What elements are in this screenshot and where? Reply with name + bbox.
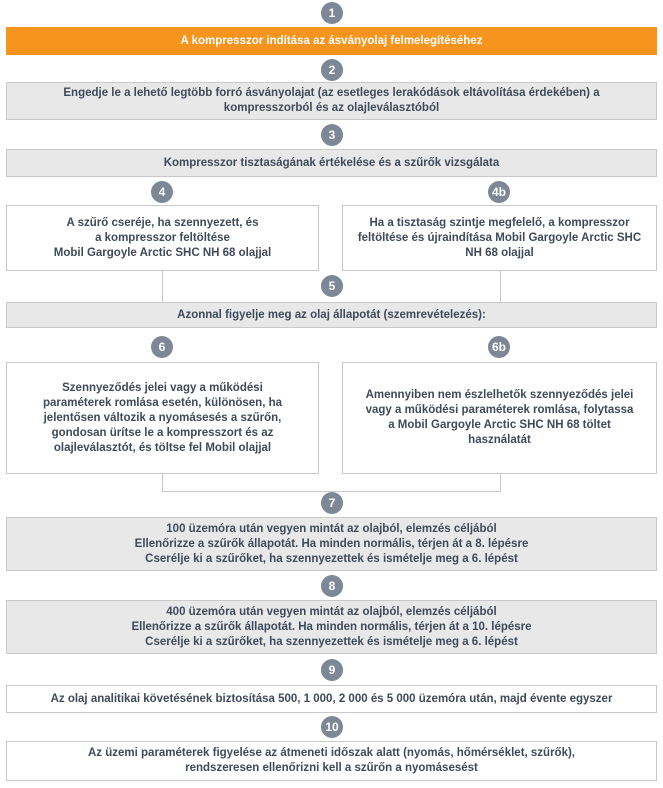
step-7-box: [6, 517, 657, 571]
step-6b-line-1: Amennyiben nem észlelhetők szennyeződés jelei: [365, 389, 634, 401]
step-4-line-1: A szűrő cseréje, ha szennyezett, és: [66, 216, 259, 229]
step-4b-line-1: Ha a tisztaság szintje megfelelő, a kompresszor: [369, 216, 630, 229]
step-number-badge-1: 1: [321, 2, 343, 24]
step-number-badge-4: 4: [151, 181, 173, 203]
step-8-line-3: Cserélje ki a szűrőket, ha szennyezettek és ismételje meg a 6. lépést: [145, 635, 518, 648]
step-4-line-2: a kompresszor feltöltése: [95, 231, 230, 244]
step-number-badge-4b: 4b: [488, 181, 510, 203]
step-4b-line-2: feltöltése és újraindítása Mobil Gargoyle Arctic SHC: [357, 231, 642, 244]
step-9-text: Az olaj analitikai követésének biztosítása 500, 1 000, 2 000 és 5 000 üzemóra után, majd évente egyszer: [50, 692, 613, 705]
step-4b-line-3: NH 68 olajjal: [465, 246, 534, 259]
step-10-box: [6, 741, 657, 781]
step-2-box: [6, 82, 657, 120]
step-7-line-2: Ellenőrizze a szűrők állapotát. Ha minden normális, térjen át a 8. lépésre: [134, 537, 529, 550]
connector-line: [500, 271, 501, 303]
step-3-text: Kompresszor tisztaságának értékelése és a szűrők vizsgálata: [163, 156, 500, 169]
connector-line: [162, 271, 163, 303]
step-6b-line-3: a Mobil Gargoyle Arctic SHC NH 68 töltet: [388, 419, 611, 431]
step-4b-box: [342, 205, 657, 271]
step-6-line-5: olajleválasztót, és töltse fel Mobil olajjal: [53, 441, 272, 454]
step-6-line-1: Szennyeződés jelei vagy a működési: [62, 381, 263, 394]
step-7-line-1: 100 üzemóra után vegyen mintát az olajból, elemzés céljából: [166, 522, 497, 535]
step-3-box: [6, 149, 657, 177]
step-6-line-3: jelentősen változik a nyomásesés a szűrőn,: [43, 411, 282, 424]
step-4-box: [6, 205, 319, 271]
step-number-badge-7: 7: [321, 492, 343, 514]
step-2-line-1: Engedje le a lehető legtöbb forró ásványolajat (az esetleges lerakódások eltávolítása érdekében) a: [63, 87, 600, 99]
step-number-badge-2: 2: [321, 59, 343, 81]
step-number-badge-6b: 6b: [488, 336, 510, 358]
step-6-box: [6, 362, 319, 474]
step-number-badge-10: 10: [321, 716, 343, 738]
step-10-line-2: rendszeresen ellenőrizni kell a szűrőn a nyomásesést: [185, 762, 478, 774]
step-number-badge-6: 6: [151, 336, 173, 358]
step-10-line-1: Az üzemi paraméterek figyelése az átmeneti időszak alatt (nyomás, hőmérséklet, szűrők),: [87, 747, 575, 759]
connector-line: [500, 474, 501, 492]
step-6b-box: [342, 362, 657, 474]
step-1-text: A kompresszor indítása az ásványolaj felmelegítéséhez: [180, 34, 483, 47]
step-number-badge-9: 9: [321, 659, 343, 681]
step-9-box: [6, 685, 657, 713]
connector-line: [162, 474, 163, 492]
step-8-box: [6, 600, 657, 654]
step-1-box: [6, 27, 657, 55]
step-6b-line-2: vagy a működési paraméterek romlása, folytassa: [365, 404, 634, 416]
step-number-badge-5: 5: [321, 275, 343, 297]
step-2-line-2: kompresszorból és az olajleválasztóból: [223, 102, 440, 114]
step-number-badge-8: 8: [321, 575, 343, 597]
step-6-line-2: paraméterek romlása esetén, különösen, ha: [42, 396, 283, 409]
step-number-badge-3: 3: [321, 124, 343, 146]
step-6-line-4: gondosan ürítse le a kompresszort és az: [51, 426, 274, 439]
step-4-line-3: Mobil Gargoyle Arctic SHC NH 68 olajjal: [53, 246, 272, 259]
step-7-line-3: Cserélje ki a szűrőket, ha szennyezettek és ismételje meg a 6. lépést: [145, 552, 518, 565]
step-5-text: Azonnal figyelje meg az olaj állapotát (szemrevételezés):: [177, 308, 486, 321]
step-5-box: [6, 302, 657, 328]
step-6b-line-4: használatát: [468, 434, 531, 446]
step-8-line-2: Ellenőrizze a szűrők állapotát. Ha minden normális, térjen át a 10. lépésre: [131, 620, 532, 633]
step-8-line-1: 400 üzemóra után vegyen mintát az olajból, elemzés céljából: [166, 605, 497, 618]
